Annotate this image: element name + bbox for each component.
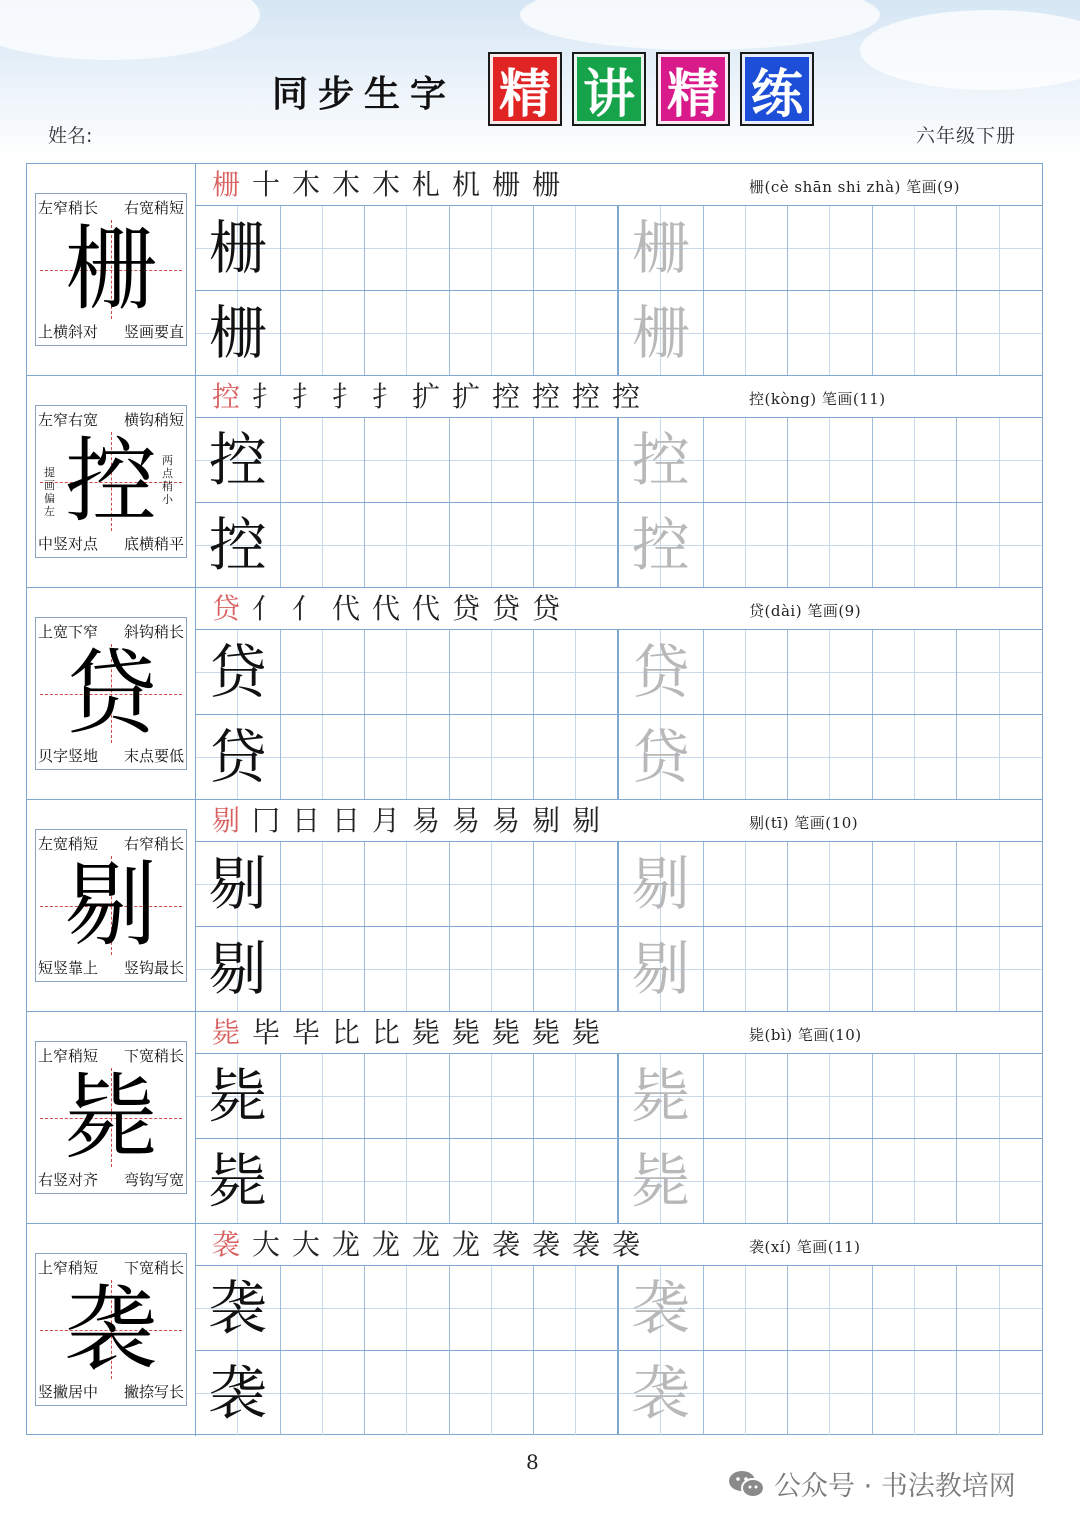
writing-cell[interactable] bbox=[957, 291, 1042, 375]
stroke-order-row bbox=[196, 588, 1042, 630]
practice-row bbox=[196, 503, 1042, 587]
practice-area bbox=[196, 1224, 1042, 1436]
writing-cell[interactable] bbox=[873, 842, 958, 926]
title-badge: 精 bbox=[488, 52, 562, 126]
writing-tip: 上横斜对 bbox=[38, 323, 99, 341]
stroke-step: 亻 bbox=[291, 592, 320, 625]
writing-cell[interactable] bbox=[957, 1266, 1042, 1350]
practice-area bbox=[196, 376, 1042, 587]
writing-cell[interactable] bbox=[704, 1266, 789, 1350]
writing-tip: 上窄稍短 bbox=[38, 1259, 99, 1277]
stroke-step: 毕 bbox=[291, 1016, 320, 1049]
title-badge: 精 bbox=[656, 52, 730, 126]
writing-cell[interactable] bbox=[450, 1054, 535, 1138]
writing-cell[interactable] bbox=[619, 1351, 704, 1435]
page-title: 同步生字 bbox=[272, 74, 457, 115]
practice-row bbox=[196, 630, 1042, 715]
writing-cell[interactable] bbox=[365, 1351, 450, 1435]
stroke-step: 扌 bbox=[371, 380, 400, 413]
writing-cell[interactable] bbox=[619, 206, 704, 290]
writing-cell[interactable] bbox=[619, 715, 704, 799]
writing-tip: 底横稍平 bbox=[123, 535, 184, 553]
example-character: 毙 bbox=[208, 1062, 267, 1130]
character-block bbox=[27, 376, 1042, 588]
writing-cell[interactable] bbox=[450, 291, 535, 375]
writing-cell[interactable] bbox=[281, 1351, 366, 1435]
writing-tip: 右竖对齐 bbox=[38, 1171, 99, 1189]
writing-cell[interactable] bbox=[196, 715, 281, 799]
character-block bbox=[27, 588, 1042, 800]
stroke-step: 冂 bbox=[251, 804, 280, 837]
writing-cell[interactable] bbox=[704, 927, 789, 1011]
stroke-step: 代 bbox=[411, 592, 440, 625]
side-note: 提画偏左 bbox=[44, 466, 55, 518]
stroke-step: 控 bbox=[491, 380, 520, 413]
example-character: 袭 bbox=[208, 1274, 267, 1342]
stroke-step: 剔 bbox=[531, 804, 560, 837]
writing-cell[interactable] bbox=[788, 630, 873, 714]
writing-cell[interactable] bbox=[196, 842, 281, 926]
model-card bbox=[35, 1253, 187, 1406]
character-info: 毙(bì) 笔画(10) bbox=[749, 1026, 862, 1044]
character-block bbox=[27, 1012, 1042, 1224]
stroke-step: 毙 bbox=[571, 1016, 600, 1049]
writing-cell[interactable] bbox=[873, 291, 958, 375]
writing-cell[interactable] bbox=[788, 418, 873, 502]
writing-cell[interactable] bbox=[450, 715, 535, 799]
stroke-step: 袭 bbox=[531, 1228, 560, 1261]
stroke-order-row bbox=[196, 1012, 1042, 1054]
writing-cell[interactable] bbox=[873, 1139, 958, 1223]
stroke-step: 亻 bbox=[251, 592, 280, 625]
model-column bbox=[27, 1012, 196, 1223]
writing-cell[interactable] bbox=[281, 715, 366, 799]
writing-cell[interactable] bbox=[534, 1139, 619, 1223]
writing-cell[interactable] bbox=[704, 630, 789, 714]
writing-cell[interactable] bbox=[450, 418, 535, 502]
practice-row bbox=[196, 927, 1042, 1011]
writing-cell[interactable] bbox=[450, 927, 535, 1011]
writing-tip: 竖画要直 bbox=[123, 323, 184, 341]
writing-tip: 末点要低 bbox=[123, 747, 184, 765]
trace-character: 毙 bbox=[631, 1147, 690, 1215]
example-character: 栅 bbox=[208, 214, 267, 282]
stroke-step: 扩 bbox=[411, 380, 440, 413]
writing-cell[interactable] bbox=[196, 1054, 281, 1138]
stroke-step: 龙 bbox=[411, 1228, 440, 1261]
writing-tip: 横钩稍短 bbox=[123, 411, 184, 429]
model-card bbox=[35, 405, 187, 558]
example-character: 控 bbox=[208, 426, 267, 494]
stroke-step: 贷 bbox=[451, 592, 480, 625]
stroke-step: 龙 bbox=[451, 1228, 480, 1261]
writing-cell[interactable] bbox=[788, 503, 873, 587]
model-card bbox=[35, 1041, 187, 1194]
stroke-step: 剔 bbox=[571, 804, 600, 837]
writing-cell[interactable] bbox=[957, 418, 1042, 502]
writing-cell[interactable] bbox=[281, 1139, 366, 1223]
example-character: 毙 bbox=[208, 1147, 267, 1215]
stroke-step: 扩 bbox=[451, 380, 480, 413]
stroke-step: 龙 bbox=[371, 1228, 400, 1261]
writing-cell[interactable] bbox=[534, 1266, 619, 1350]
stroke-step: 栅 bbox=[491, 168, 520, 201]
writing-cell[interactable] bbox=[281, 291, 366, 375]
writing-tip: 斜钩稍长 bbox=[123, 623, 184, 641]
writing-tip: 短竖靠上 bbox=[38, 959, 99, 977]
writing-cell[interactable] bbox=[873, 630, 958, 714]
writing-cell[interactable] bbox=[788, 1266, 873, 1350]
watermark bbox=[728, 1464, 1016, 1503]
stroke-step: 贷 bbox=[211, 592, 240, 625]
writing-tip: 上宽下窄 bbox=[38, 623, 99, 641]
stroke-step: 扌 bbox=[331, 380, 360, 413]
writing-cell[interactable] bbox=[704, 1351, 789, 1435]
writing-cell[interactable] bbox=[534, 1351, 619, 1435]
writing-cell[interactable] bbox=[957, 630, 1042, 714]
stroke-step: 木 bbox=[371, 168, 400, 201]
model-card bbox=[35, 193, 187, 346]
writing-cell[interactable] bbox=[196, 1139, 281, 1223]
trace-character: 袭 bbox=[631, 1274, 690, 1342]
trace-character: 袭 bbox=[631, 1359, 690, 1427]
stroke-step: 袭 bbox=[211, 1228, 240, 1261]
writing-cell[interactable] bbox=[619, 630, 704, 714]
writing-cell[interactable] bbox=[704, 1139, 789, 1223]
stroke-step: 机 bbox=[451, 168, 480, 201]
model-character: 控 bbox=[64, 428, 157, 535]
writing-cell[interactable] bbox=[957, 842, 1042, 926]
stroke-step: 毙 bbox=[531, 1016, 560, 1049]
practice-row bbox=[196, 206, 1042, 291]
writing-tip: 竖撇居中 bbox=[38, 1383, 99, 1401]
writing-cell[interactable] bbox=[704, 418, 789, 502]
writing-cell[interactable] bbox=[534, 715, 619, 799]
character-info: 栅(cè shān shi zhà) 笔画(9) bbox=[749, 178, 960, 196]
writing-cell[interactable] bbox=[365, 842, 450, 926]
writing-cell[interactable] bbox=[619, 842, 704, 926]
writing-cell[interactable] bbox=[788, 927, 873, 1011]
stroke-order-row bbox=[196, 376, 1042, 418]
writing-cell[interactable] bbox=[196, 503, 281, 587]
writing-cell[interactable] bbox=[788, 206, 873, 290]
model-card bbox=[35, 829, 187, 982]
writing-cell[interactable] bbox=[365, 291, 450, 375]
stroke-step: 控 bbox=[531, 380, 560, 413]
writing-cell[interactable] bbox=[534, 1054, 619, 1138]
writing-cell[interactable] bbox=[873, 715, 958, 799]
writing-tip: 左宽稍短 bbox=[38, 835, 99, 853]
writing-cell[interactable] bbox=[788, 1054, 873, 1138]
writing-cell[interactable] bbox=[619, 1054, 704, 1138]
writing-tip: 贝字竖地 bbox=[38, 747, 99, 765]
character-block bbox=[27, 1224, 1042, 1436]
writing-cell[interactable] bbox=[788, 715, 873, 799]
stroke-step: 剔 bbox=[211, 804, 240, 837]
title-badge: 讲 bbox=[572, 52, 646, 126]
model-character: 剔 bbox=[64, 852, 157, 959]
writing-cell[interactable] bbox=[957, 715, 1042, 799]
writing-cell[interactable] bbox=[534, 206, 619, 290]
writing-cell[interactable] bbox=[365, 206, 450, 290]
stroke-step: 毙 bbox=[451, 1016, 480, 1049]
writing-cell[interactable] bbox=[450, 630, 535, 714]
stroke-step: 贷 bbox=[491, 592, 520, 625]
stroke-step: 毙 bbox=[411, 1016, 440, 1049]
writing-cell[interactable] bbox=[196, 206, 281, 290]
practice-area bbox=[196, 1012, 1042, 1223]
model-column bbox=[27, 588, 196, 799]
example-character: 贷 bbox=[208, 723, 267, 791]
model-character: 袭 bbox=[64, 1276, 157, 1383]
writing-cell[interactable] bbox=[957, 927, 1042, 1011]
writing-cell[interactable] bbox=[196, 927, 281, 1011]
side-note: 两点稍小 bbox=[162, 454, 173, 506]
writing-cell[interactable] bbox=[450, 206, 535, 290]
writing-cell[interactable] bbox=[196, 418, 281, 502]
writing-cell[interactable] bbox=[704, 503, 789, 587]
character-block bbox=[27, 164, 1042, 376]
writing-cell[interactable] bbox=[704, 206, 789, 290]
stroke-step: 十 bbox=[251, 168, 280, 201]
model-character: 栅 bbox=[64, 216, 157, 323]
model-card bbox=[35, 617, 187, 770]
writing-cell[interactable] bbox=[281, 927, 366, 1011]
writing-tip: 上窄稍短 bbox=[38, 1047, 99, 1065]
writing-cell[interactable] bbox=[450, 1351, 535, 1435]
writing-cell[interactable] bbox=[365, 503, 450, 587]
model-character: 毙 bbox=[64, 1064, 157, 1171]
writing-cell[interactable] bbox=[534, 418, 619, 502]
stroke-step: 袭 bbox=[491, 1228, 520, 1261]
stroke-step: 日 bbox=[291, 804, 320, 837]
writing-cell[interactable] bbox=[365, 418, 450, 502]
writing-cell[interactable] bbox=[957, 1351, 1042, 1435]
model-column bbox=[27, 1224, 196, 1436]
practice-row bbox=[196, 842, 1042, 927]
stroke-step: 月 bbox=[371, 804, 400, 837]
writing-cell[interactable] bbox=[450, 1266, 535, 1350]
trace-character: 栅 bbox=[631, 214, 690, 282]
stroke-step: 栅 bbox=[211, 168, 240, 201]
writing-cell[interactable] bbox=[873, 1351, 958, 1435]
character-info: 控(kòng) 笔画(11) bbox=[749, 390, 886, 408]
writing-cell[interactable] bbox=[788, 1351, 873, 1435]
writing-cell[interactable] bbox=[365, 1266, 450, 1350]
example-character: 控 bbox=[208, 511, 267, 579]
writing-cell[interactable] bbox=[957, 1054, 1042, 1138]
writing-cell[interactable] bbox=[450, 503, 535, 587]
writing-cell[interactable] bbox=[873, 503, 958, 587]
writing-cell[interactable] bbox=[365, 1054, 450, 1138]
stroke-step: 札 bbox=[411, 168, 440, 201]
writing-tip: 左窄右宽 bbox=[38, 411, 99, 429]
stroke-step: 易 bbox=[451, 804, 480, 837]
page-number: 8 bbox=[526, 1450, 539, 1474]
writing-cell[interactable] bbox=[281, 1266, 366, 1350]
trace-character: 贷 bbox=[631, 638, 690, 706]
writing-cell[interactable] bbox=[704, 842, 789, 926]
writing-cell[interactable] bbox=[281, 630, 366, 714]
writing-cell[interactable] bbox=[196, 291, 281, 375]
writing-tip: 竖钩最长 bbox=[123, 959, 184, 977]
writing-cell[interactable] bbox=[196, 1266, 281, 1350]
practice-row bbox=[196, 1351, 1042, 1435]
writing-cell[interactable] bbox=[450, 842, 535, 926]
stroke-step: 毙 bbox=[491, 1016, 520, 1049]
trace-character: 栅 bbox=[631, 299, 690, 367]
writing-cell[interactable] bbox=[873, 1054, 958, 1138]
writing-cell[interactable] bbox=[873, 418, 958, 502]
writing-tip: 撇捺写长 bbox=[123, 1383, 184, 1401]
character-info: 袭(xí) 笔画(11) bbox=[749, 1238, 861, 1256]
model-character: 贷 bbox=[64, 640, 157, 747]
writing-tip: 下宽稍长 bbox=[123, 1259, 184, 1277]
trace-character: 贷 bbox=[631, 723, 690, 791]
example-character: 贷 bbox=[208, 638, 267, 706]
writing-cell[interactable] bbox=[365, 630, 450, 714]
writing-cell[interactable] bbox=[281, 842, 366, 926]
trace-character: 控 bbox=[631, 511, 690, 579]
stroke-step: 龙 bbox=[331, 1228, 360, 1261]
stroke-step: 扌 bbox=[251, 380, 280, 413]
writing-cell[interactable] bbox=[534, 927, 619, 1011]
writing-cell[interactable] bbox=[704, 1054, 789, 1138]
stroke-step: 扌 bbox=[291, 380, 320, 413]
writing-tip: 左窄稍长 bbox=[38, 199, 99, 217]
stroke-order-row bbox=[196, 1224, 1042, 1266]
trace-character: 剔 bbox=[631, 935, 690, 1003]
writing-tip: 弯钩写宽 bbox=[123, 1171, 184, 1189]
character-info: 贷(dài) 笔画(9) bbox=[749, 602, 862, 620]
practice-sheet bbox=[26, 163, 1043, 1435]
title-badge: 练 bbox=[740, 52, 814, 126]
practice-row bbox=[196, 1266, 1042, 1351]
stroke-step: 易 bbox=[411, 804, 440, 837]
writing-cell[interactable] bbox=[281, 418, 366, 502]
stroke-step: 比 bbox=[331, 1016, 360, 1049]
example-character: 袭 bbox=[208, 1359, 267, 1427]
model-column bbox=[27, 800, 196, 1011]
writing-cell[interactable] bbox=[957, 1139, 1042, 1223]
writing-cell[interactable] bbox=[788, 291, 873, 375]
name-label: 姓名: bbox=[48, 125, 93, 147]
character-block bbox=[27, 800, 1042, 1012]
practice-row bbox=[196, 291, 1042, 375]
writing-cell[interactable] bbox=[365, 1139, 450, 1223]
writing-cell[interactable] bbox=[534, 503, 619, 587]
trace-character: 剔 bbox=[631, 850, 690, 918]
writing-cell[interactable] bbox=[196, 630, 281, 714]
writing-cell[interactable] bbox=[196, 1351, 281, 1435]
writing-cell[interactable] bbox=[957, 206, 1042, 290]
stroke-step: 日 bbox=[331, 804, 360, 837]
stroke-step: 控 bbox=[571, 380, 600, 413]
stroke-step: 控 bbox=[611, 380, 640, 413]
writing-cell[interactable] bbox=[281, 1054, 366, 1138]
writing-cell[interactable] bbox=[534, 842, 619, 926]
writing-cell[interactable] bbox=[450, 1139, 535, 1223]
writing-tip: 中竖对点 bbox=[38, 535, 99, 553]
practice-row bbox=[196, 418, 1042, 503]
example-character: 剔 bbox=[208, 850, 267, 918]
writing-cell[interactable] bbox=[619, 1266, 704, 1350]
writing-cell[interactable] bbox=[619, 291, 704, 375]
writing-cell[interactable] bbox=[704, 715, 789, 799]
stroke-step: 栅 bbox=[531, 168, 560, 201]
model-column bbox=[27, 376, 196, 587]
stroke-step: 木 bbox=[331, 168, 360, 201]
stroke-step: 比 bbox=[371, 1016, 400, 1049]
writing-tip: 下宽稍长 bbox=[123, 1047, 184, 1065]
writing-cell[interactable] bbox=[534, 630, 619, 714]
stroke-order-row bbox=[196, 800, 1042, 842]
writing-cell[interactable] bbox=[281, 206, 366, 290]
writing-cell[interactable] bbox=[534, 291, 619, 375]
writing-cell[interactable] bbox=[619, 418, 704, 502]
grade-label: 六年级下册 bbox=[916, 125, 1017, 147]
writing-cell[interactable] bbox=[365, 927, 450, 1011]
character-info: 剔(tī) 笔画(10) bbox=[749, 814, 859, 832]
practice-row bbox=[196, 1139, 1042, 1223]
stroke-step: 袭 bbox=[571, 1228, 600, 1261]
writing-cell[interactable] bbox=[619, 927, 704, 1011]
trace-character: 毙 bbox=[631, 1062, 690, 1130]
writing-cell[interactable] bbox=[281, 503, 366, 587]
writing-cell[interactable] bbox=[365, 715, 450, 799]
practice-area bbox=[196, 164, 1042, 375]
writing-cell[interactable] bbox=[788, 1139, 873, 1223]
practice-area bbox=[196, 588, 1042, 799]
wechat-icon bbox=[728, 1469, 766, 1499]
trace-character: 控 bbox=[631, 426, 690, 494]
writing-cell[interactable] bbox=[873, 927, 958, 1011]
stroke-step: 木 bbox=[291, 168, 320, 201]
stroke-step: 毕 bbox=[251, 1016, 280, 1049]
writing-cell[interactable] bbox=[873, 206, 958, 290]
stroke-step: 大 bbox=[291, 1228, 320, 1261]
writing-cell[interactable] bbox=[957, 503, 1042, 587]
stroke-step: 毙 bbox=[211, 1016, 240, 1049]
practice-row bbox=[196, 1054, 1042, 1139]
writing-cell[interactable] bbox=[704, 291, 789, 375]
practice-area bbox=[196, 800, 1042, 1011]
example-character: 栅 bbox=[208, 299, 267, 367]
writing-cell[interactable] bbox=[788, 842, 873, 926]
writing-cell[interactable] bbox=[619, 1139, 704, 1223]
writing-tip: 右窄稍长 bbox=[123, 835, 184, 853]
stroke-step: 代 bbox=[331, 592, 360, 625]
stroke-step: 大 bbox=[251, 1228, 280, 1261]
writing-tip: 右宽稍短 bbox=[123, 199, 184, 217]
example-character: 剔 bbox=[208, 935, 267, 1003]
model-column bbox=[27, 164, 196, 375]
practice-row bbox=[196, 715, 1042, 799]
stroke-step: 代 bbox=[371, 592, 400, 625]
stroke-step: 易 bbox=[491, 804, 520, 837]
stroke-step: 贷 bbox=[531, 592, 560, 625]
stroke-step: 控 bbox=[211, 380, 240, 413]
writing-cell[interactable] bbox=[619, 503, 704, 587]
writing-cell[interactable] bbox=[873, 1266, 958, 1350]
watermark-text: 公众号 · 书法教培网 bbox=[774, 1471, 1016, 1502]
stroke-order-row bbox=[196, 164, 1042, 206]
stroke-step: 袭 bbox=[611, 1228, 640, 1261]
